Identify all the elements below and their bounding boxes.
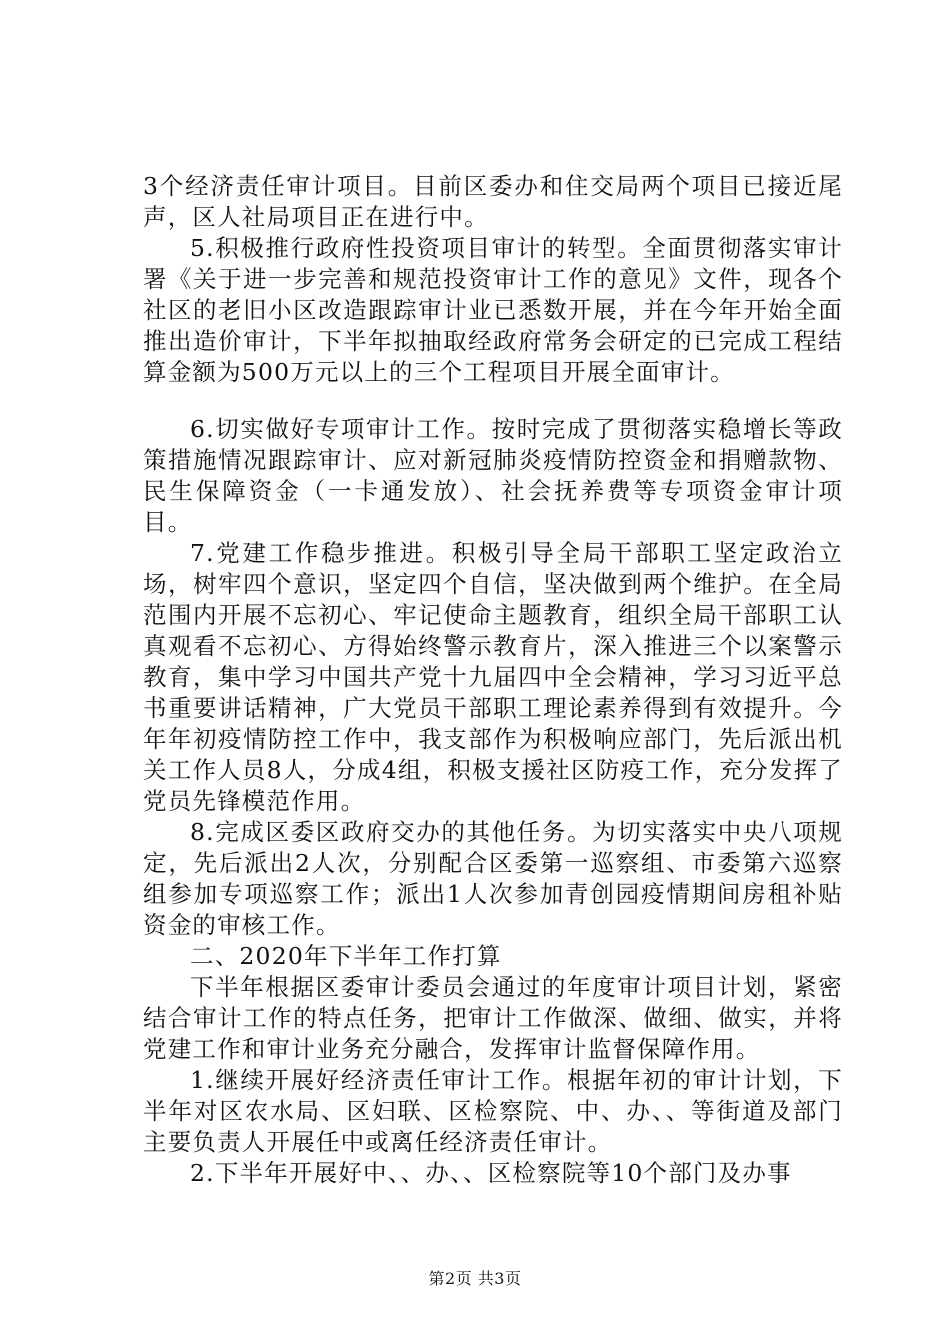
section-heading-plan: 二、2020年下半年工作打算 — [190, 942, 502, 970]
paragraph-item-7: 7.党建工作稳步推进。积极引导全局干部职工坚定政治立场，树牢四个意识，坚定四个自信，坚决做到两个维护。在全局范围内开展不忘初心、牢记使命主题教育，组织全局干部职工认真观看不忘初心、方得始终警示教育片，深入推进三个以案警示教育，集中学习中国共产党十九届四中全会精神，学习习近平总书重要讲话精神，广大党员干部职工理论素养得到有效提升。今年年初疫情防控工作中，我支部作为积极响应部门，先后派出机关工作人员8人，分成4组，积极支援社区防疫工作，充分发挥了党员先锋模范作用。 — [143, 539, 843, 815]
paragraph-item-8: 8.完成区委区政府交办的其他任务。为切实落实中央八项规定，先后派出2人次，分别配合区委第一巡察组、市委第六巡察组参加专项巡察工作；派出1人次参加青创园疫情期间房租补贴资金的审核工作。 — [143, 818, 843, 939]
paragraph-audit-projects-continued: 3个经济责任审计项目。目前区委办和住交局两个项目已接近尾声，区人社局项目正在进行中。 — [143, 172, 843, 231]
document-body — [143, 171, 843, 1189]
page-number-footer: 第2页 共3页 — [428, 1269, 522, 1288]
paragraph-item-5: 5.积极推行政府性投资项目审计的转型。全面贯彻落实审计署《关于进一步完善和规范投资审计工作的意见》文件，现各个社区的老旧小区改造跟踪审计业已悉数开展，并在今年开始全面推出造价审计，下半年拟抽取经政府常务会研定的已完成工程结算金额为500万元以上的三个工程项目开展全面审计。 — [143, 234, 843, 386]
paragraph-spacer — [143, 388, 843, 414]
paragraph-plan-item-2: 2.下半年开展好中、、办、、区检察院等10个部门及办事 — [190, 1159, 792, 1187]
paragraph-plan-item-1: 1.继续开展好经济责任审计工作。根据年初的审计计划，下半年对区农水局、区妇联、区检察院、中、办、、等街道及部门主要负责人开展任中或离任经济责任审计。 — [143, 1066, 843, 1156]
paragraph-plan-intro: 下半年根据区委审计委员会通过的年度审计项目计划，紧密结合审计工作的特点任务，把审计工作做深、做细、做实，并将党建工作和审计业务充分融合，发挥审计监督保障作用。 — [143, 973, 843, 1063]
paragraph-item-6: 6.切实做好专项审计工作。按时完成了贯彻落实稳增长等政策措施情况跟踪审计、应对新冠肺炎疫情防控资金和捐赠款物、民生保障资金（一卡通发放）、社会抚养费等专项资金审计项目。 — [143, 415, 843, 536]
